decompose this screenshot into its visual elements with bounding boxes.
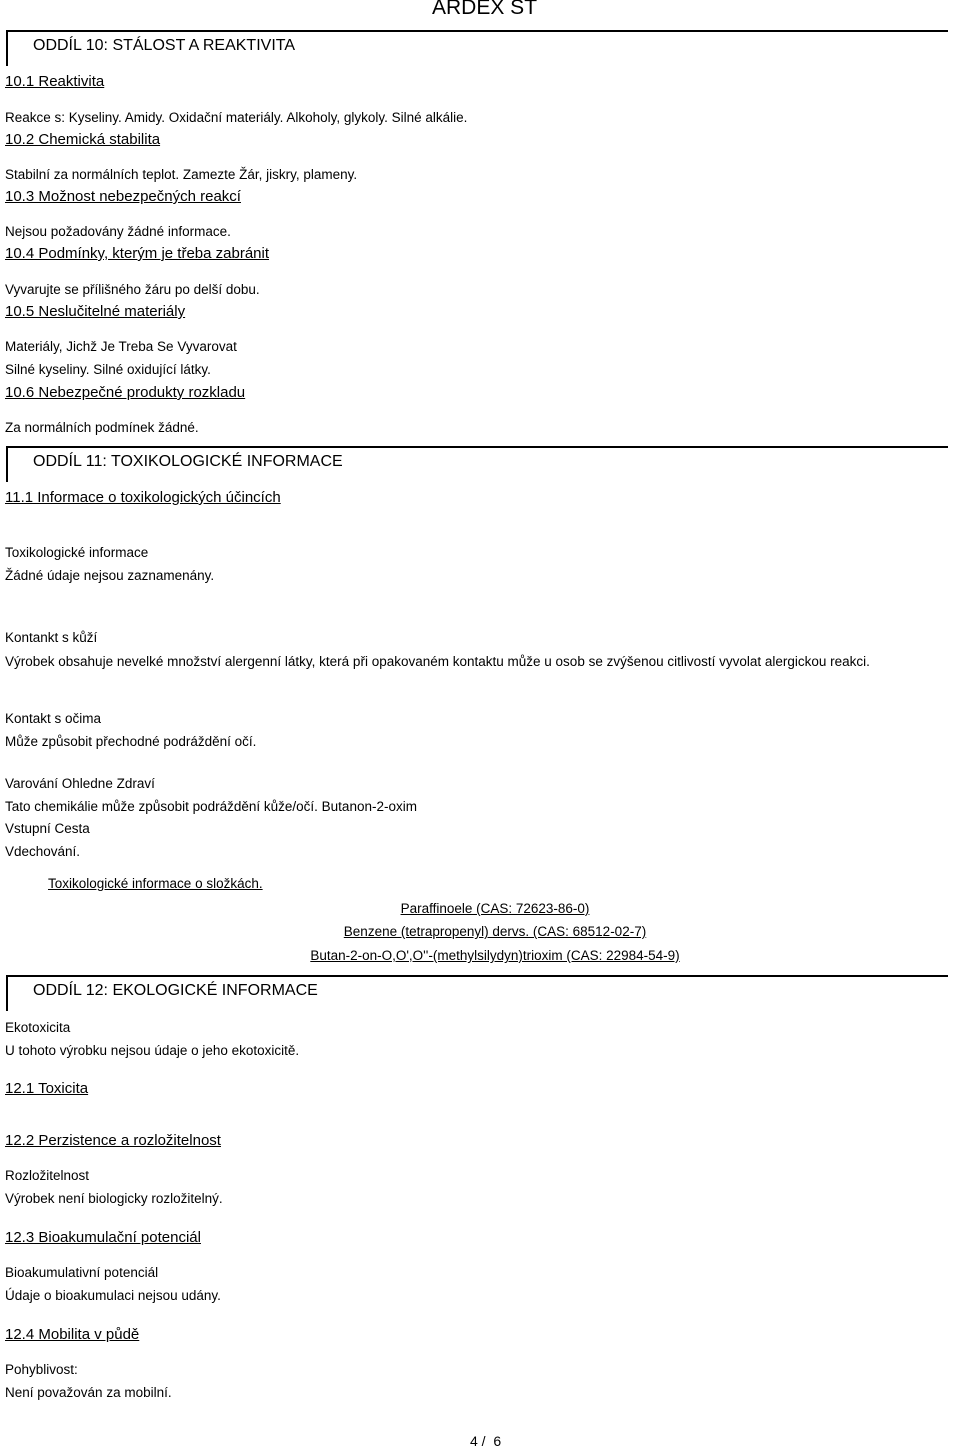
section-10-6-heading: 10.6 Nebezpečné produkty rozkladu [5,384,246,401]
ecotoxicity-label: Ekotoxicita [5,1020,71,1035]
section-11-1-heading: 11.1 Informace o toxikologických účincích [5,489,281,506]
health-warning-label: Varování Ohledne Zdraví [5,776,155,791]
tox-info-text: Žádné údaje nejsou zaznamenány. [5,568,215,583]
section-10-2-heading: 10.2 Chemická stabilita [5,131,161,148]
section-12-2-heading: 12.2 Perzistence a rozložitelnost [5,1132,221,1149]
degradability-text: Výrobek není biologicky rozložitelný. [5,1191,223,1206]
component-tox-label: Toxikologické informace o složkách. [48,876,263,891]
section-10-5-text-2: Silné kyseliny. Silné oxidující látky. [5,362,211,377]
mobility-text: Není považován za mobilní. [5,1385,172,1400]
eye-contact-label: Kontakt s očima [5,711,102,726]
skin-contact-text: Výrobek obsahuje nevelké množství alergenní látky, která při opakovaném kontaktu může u osob se zvýšenou citlivostí vyvolat alergickou reakci. [5,654,870,669]
section-10-6-text: Za normálních podmínek žádné. [5,420,199,435]
page-number: 4 / 6 [470,1433,502,1449]
skin-contact-label: Kontankt s kůží [5,630,98,645]
section-10-2-text: Stabilní za normálních teplot. Zamezte Žár, jiskry, plameny. [5,167,358,182]
section-10-5-text-1: Materiály, Jichž Je Treba Se Vyvarovat [5,339,237,354]
ecotoxicity-text: U tohoto výrobku nejsou údaje o jeho ekotoxicitě. [5,1043,300,1058]
section-10-3-text: Nejsou požadovány žádné informace. [5,224,231,239]
bioaccumulation-text: Údaje o bioakumulaci nejsou udány. [5,1288,221,1303]
component-item: Butan-2-on-O,O',O''-(methylsilydyn)trioxim (CAS: 22984-54-9) [310,948,680,963]
product-name: ARDEX ST [432,0,538,19]
section-10-5-heading: 10.5 Neslučitelné materiály [5,303,186,320]
health-warning-text: Tato chemikálie může způsobit podráždění kůže/očí. Butanon-2-oxim [5,799,417,814]
route-of-entry-text: Vdechování. [5,844,81,859]
eye-contact-text: Může způsobit přechodné podráždění očí. [5,734,257,749]
section-10-4-text: Vyvarujte se přílišného žáru po delší dobu. [5,282,260,297]
section-12-3-heading: 12.3 Bioakumulační potenciál [5,1229,201,1246]
section-12-title: ODDÍL 12: EKOLOGICKÉ INFORMACE [33,982,318,999]
tox-info-label: Toxikologické informace [5,545,149,560]
section-12-4-heading: 12.4 Mobilita v půdě [5,1326,140,1343]
section-11-title: ODDÍL 11: TOXIKOLOGICKÉ INFORMACE [33,453,343,470]
section-10-1-text: Reakce s: Kyseliny. Amidy. Oxidační materiály. Alkoholy, glykoly. Silné alkálie. [5,110,468,125]
section-10-4-heading: 10.4 Podmínky, kterým je třeba zabránit [5,245,270,262]
section-10-title: ODDÍL 10: STÁLOST A REAKTIVITA [33,37,296,54]
section-10-3-heading: 10.3 Možnost nebezpečných reakcí [5,188,241,205]
component-item: Benzene (tetrapropenyl) dervs. (CAS: 68512-02-7) [343,924,647,939]
bioaccumulation-label: Bioakumulativní potenciál [5,1265,159,1280]
route-of-entry-label: Vstupní Cesta [5,821,90,836]
section-12-1-heading: 12.1 Toxicita [5,1080,89,1097]
mobility-label: Pohyblivost: [5,1362,78,1377]
section-10-1-heading: 10.1 Reaktivita [5,73,105,90]
component-item: Paraffinoele (CAS: 72623-86-0) [400,901,590,916]
degradability-label: Rozložitelnost [5,1168,90,1183]
